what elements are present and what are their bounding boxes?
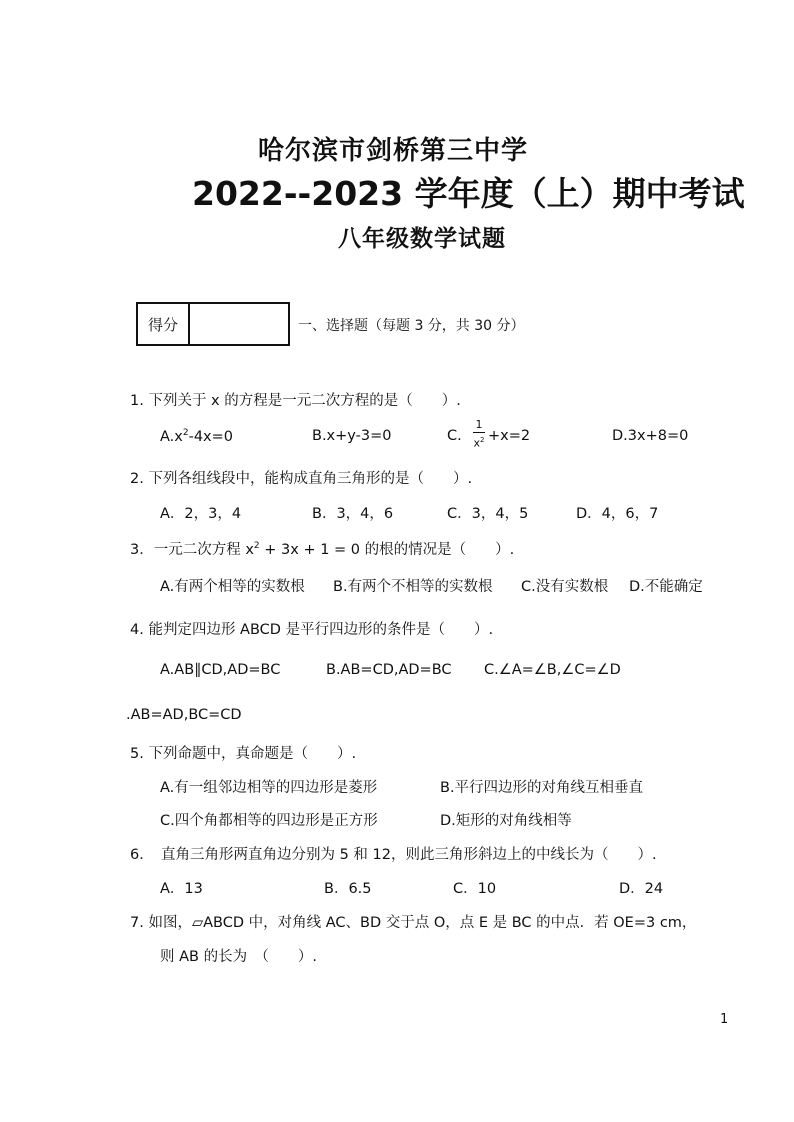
- fraction-denominator: [474, 433, 485, 451]
- question-2-option-d: D．4，6，7: [576, 506, 659, 522]
- question-5-option-a: A.有一组邻边相等的四边形是菱形: [160, 780, 378, 796]
- question-2-stem: 2. 下列各组线段中，能构成直角三角形的是（ ）.: [130, 471, 473, 487]
- question-2-option-b: B．3，4，6: [312, 506, 394, 522]
- question-1-option-c-fraction: [472, 418, 486, 451]
- question-3-option-a: A.有两个相等的实数根: [160, 579, 305, 595]
- score-label: 得分: [138, 304, 190, 344]
- question-5-option-d: D.矩形的对角线相等: [440, 813, 572, 829]
- question-5-stem: 5. 下列命题中，真命题是（ ）.: [130, 746, 357, 762]
- question-2-option-a: A．2，3，4: [160, 506, 242, 522]
- score-box: [136, 302, 290, 346]
- exam-title: 2022--2023 学年度（上）期中考试: [192, 174, 745, 213]
- question-3-option-c: C.没有实数根: [521, 579, 609, 595]
- section-title: 一、选择题（每题 3 分，共 30 分）: [298, 318, 525, 334]
- question-1-option-d: D.3x+8=0: [612, 428, 689, 444]
- question-6-option-d: D．24: [619, 881, 664, 897]
- question-4-option-b: B.AB=CD,AD=BC: [326, 662, 452, 678]
- question-6-option-c: C．10: [453, 881, 497, 897]
- q3-stem-sup: 2: [253, 541, 260, 552]
- question-5-option-c: C.四个角都相等的四边形是正方形: [160, 813, 378, 829]
- question-6-option-b: B．6.5: [324, 881, 372, 897]
- fraction-denominator-sup: 2: [480, 436, 485, 444]
- question-4-option-a: A.AB∥CD,AD=BC: [160, 662, 281, 678]
- question-2-option-c: C．3，4，5: [447, 506, 529, 522]
- q3-stem-pre: 3．一元二次方程 x: [130, 542, 254, 558]
- question-3-option-b: B.有两个不相等的实数根: [333, 579, 493, 595]
- question-7-line-2: 则 AB 的长为 （ ）.: [160, 949, 317, 965]
- fraction-numerator: 1: [475, 418, 483, 431]
- q1-a-post: -4x=0: [188, 428, 234, 445]
- question-1-option-b: B.x+y-3=0: [312, 428, 392, 444]
- question-5-option-b: B.平行四边形的对角线互相垂直: [440, 780, 644, 796]
- q3-stem-post: + 3x + 1 = 0 的根的情况是（ ）.: [259, 542, 515, 558]
- subject-title: 八年级数学试题: [338, 226, 506, 252]
- score-input-cell[interactable]: [190, 304, 288, 344]
- question-1-option-c-rest: +x=2: [488, 428, 531, 444]
- question-4-option-d: .AB=AD,BC=CD: [126, 707, 242, 723]
- fraction-denominator-base: x: [473, 436, 481, 450]
- question-4-option-c: C.∠A=∠B,∠C=∠D: [484, 662, 621, 678]
- question-4-stem: 4. 能判定四边形 ABCD 是平行四边形的条件是（ ）.: [130, 622, 494, 638]
- question-6-option-a: A．13: [160, 881, 203, 897]
- question-1-option-c-label: C.: [447, 428, 462, 444]
- question-1-stem: 1. 下列关于 x 的方程是一元二次方程的是（ ）.: [130, 393, 461, 409]
- school-name: 哈尔滨市剑桥第三中学: [258, 136, 529, 166]
- question-7-line-1: 7. 如图，▱ABCD 中，对角线 AC、BD 交于点 O，点 E 是 BC 的中点．若 OE=3 cm，: [130, 915, 697, 931]
- page-number: 1: [720, 1012, 729, 1027]
- question-3-option-d: D.不能确定: [629, 579, 703, 595]
- q1-a-pre: A.x: [160, 428, 183, 445]
- question-3-stem: [130, 538, 514, 559]
- question-1-option-a: [160, 428, 233, 445]
- question-6-stem: 6． 直角三角形两直角边分别为 5 和 12，则此三角形斜边上的中线长为（ ）.: [130, 847, 657, 863]
- q1-a-sup: 2: [182, 428, 189, 438]
